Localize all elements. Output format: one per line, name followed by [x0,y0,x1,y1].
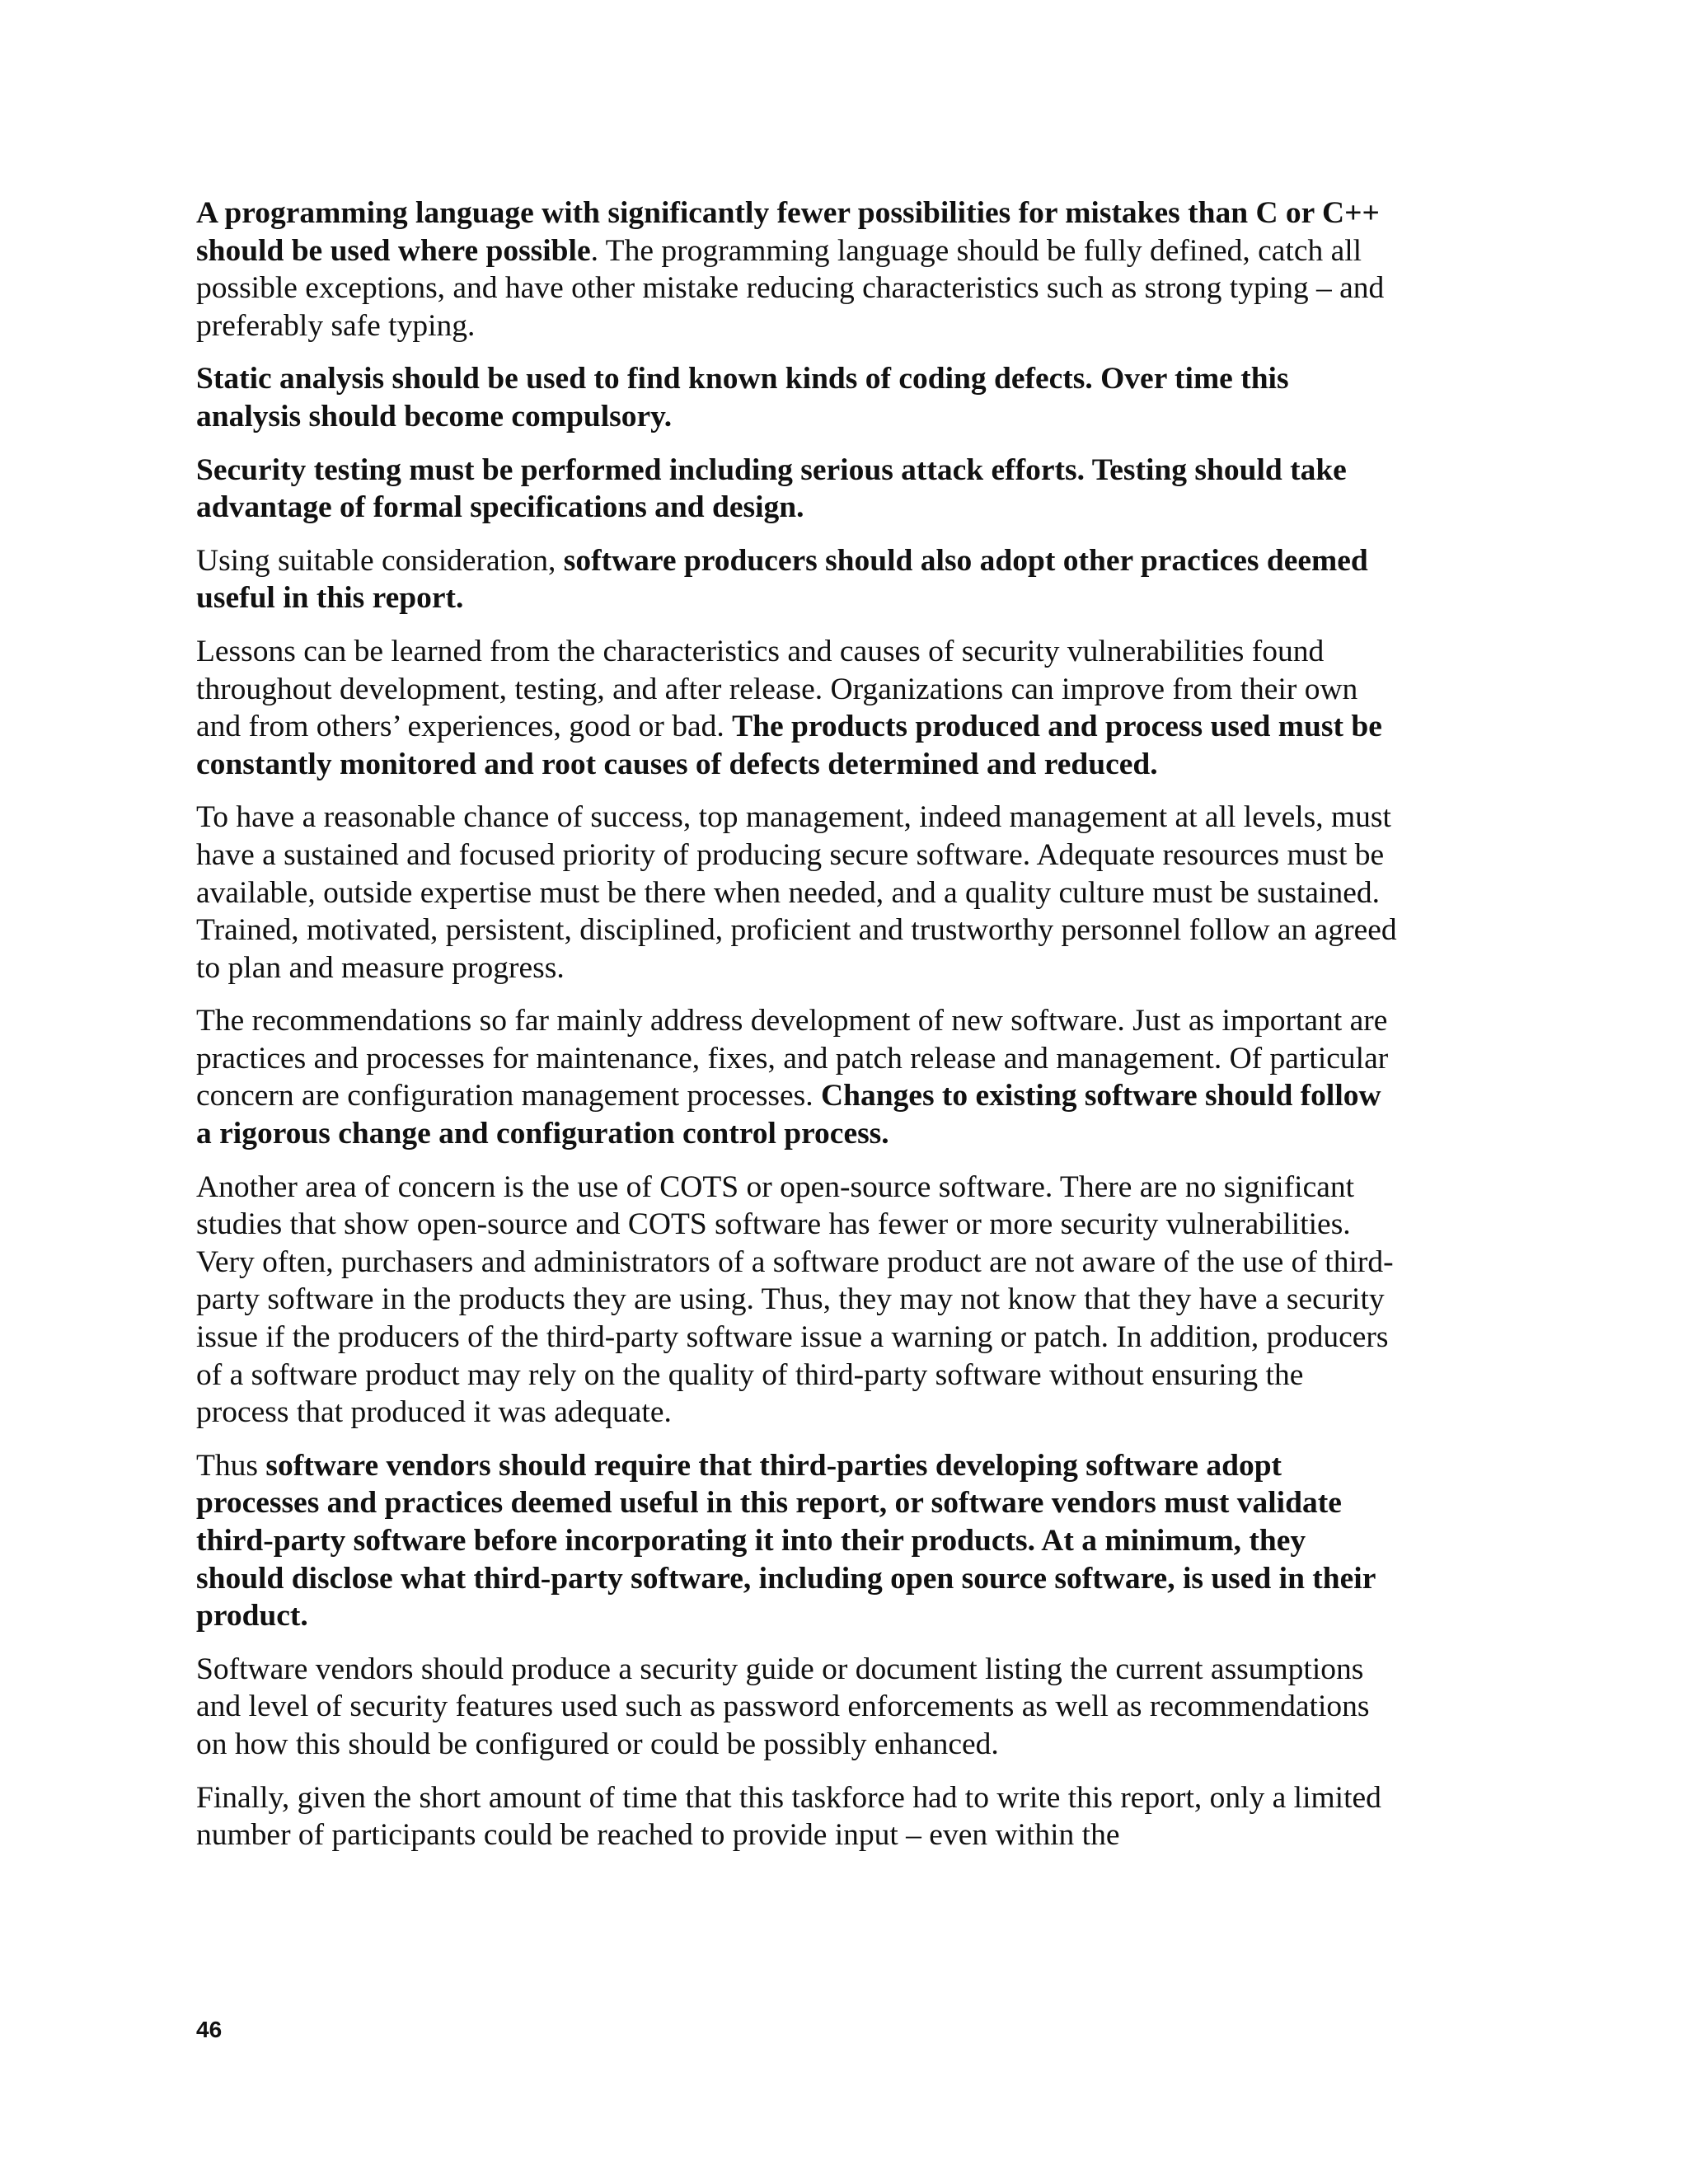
paragraph [196,1002,1400,1152]
paragraph [196,1447,1400,1635]
text-run: . The programming language should be fully defined, catch all possible exceptions, and have other mistake reducing characteristics such as strong typing – and preferably safe typing. [196,233,1385,343]
bold-run: Static analysis should be used to find known kinds of coding defects. Over time this analysis should become compulsory. [196,362,1289,434]
paragraph [196,799,1400,987]
text-run: Lessons can be learned from the characteristics and causes of security vulnerabilities found throughout development, testing, and after release. Organizations can improve from their own and from others’ experiences, good or bad. [196,634,1358,744]
bold-run: The products produced and process used must be constantly monitored and root causes of defects determined and reduced. [196,710,1382,781]
paragraph [196,452,1400,527]
bold-run: software producers should also adopt other practices deemed useful in this report. [196,543,1368,616]
paragraph [196,194,1400,344]
paragraph [196,633,1400,783]
text-run: Using suitable consideration, [196,543,564,578]
text-run: The recommendations so far mainly address development of new software. Just as important are practices and processes for maintenance, fixes, and patch release and management. Of particular concern are configuration management processes. [196,1004,1389,1113]
text-run: Finally, given the short amount of time that this taskforce had to write this report, only a limited number of participants could be reached to provide input – even within the [196,1780,1381,1853]
page-number: 46 [196,2017,223,2042]
text-run: Another area of concern is the use of COTS or open-source software. There are no significant studies that show open-source and COTS software has fewer or more security vulnerabilities. Very often, purchasers and administrators of a software product are not aware of the use of third-party software in the products they are using. Thus, they may not know that they have a security issue if the producers of the third-party software issue a warning or patch. In addition, producers of a software product may rely on the quality of third-party software without ensuring the process that produced it was adequate. [196,1169,1394,1430]
paragraph [196,360,1400,435]
body-text [196,194,1400,1870]
bold-run: Changes to existing software should follow a rigorous change and configuration control process. [196,1079,1381,1151]
text-run: Thus [196,1448,266,1483]
paragraph [196,1651,1400,1764]
text-run: Software vendors should produce a security guide or document listing the current assumptions and level of security features used such as password enforcements as well as recommendations on how this should be configured or could be possibly enhanced. [196,1652,1370,1761]
bold-run: A programming language with significantly fewer possibilities for mistakes than C or C++ should be used where possible [196,196,1380,268]
bold-run: software vendors should require that third-parties developing software adopt processes and practices deemed useful in this report, or software vendors must validate third-party software before incorporating it into their products. At a minimum, they should disclose what third-party software, including open source software, is used in their product. [196,1448,1376,1633]
paragraph [196,1779,1400,1854]
paragraph [196,542,1400,617]
bold-run: Security testing must be performed including serious attack efforts. Testing should take advantage of formal specifications and design. [196,452,1347,525]
text-run: To have a reasonable chance of success, top management, indeed management at all levels, must have a sustained and focused priority of producing secure software. Adequate resources must be available, outside expertise must be there when needed, and a quality culture must be sustained. Trained, motivated, persistent, disciplined, proficient and trustworthy personnel follow an agreed to plan and measure progress. [196,800,1397,985]
paragraph [196,1169,1400,1432]
